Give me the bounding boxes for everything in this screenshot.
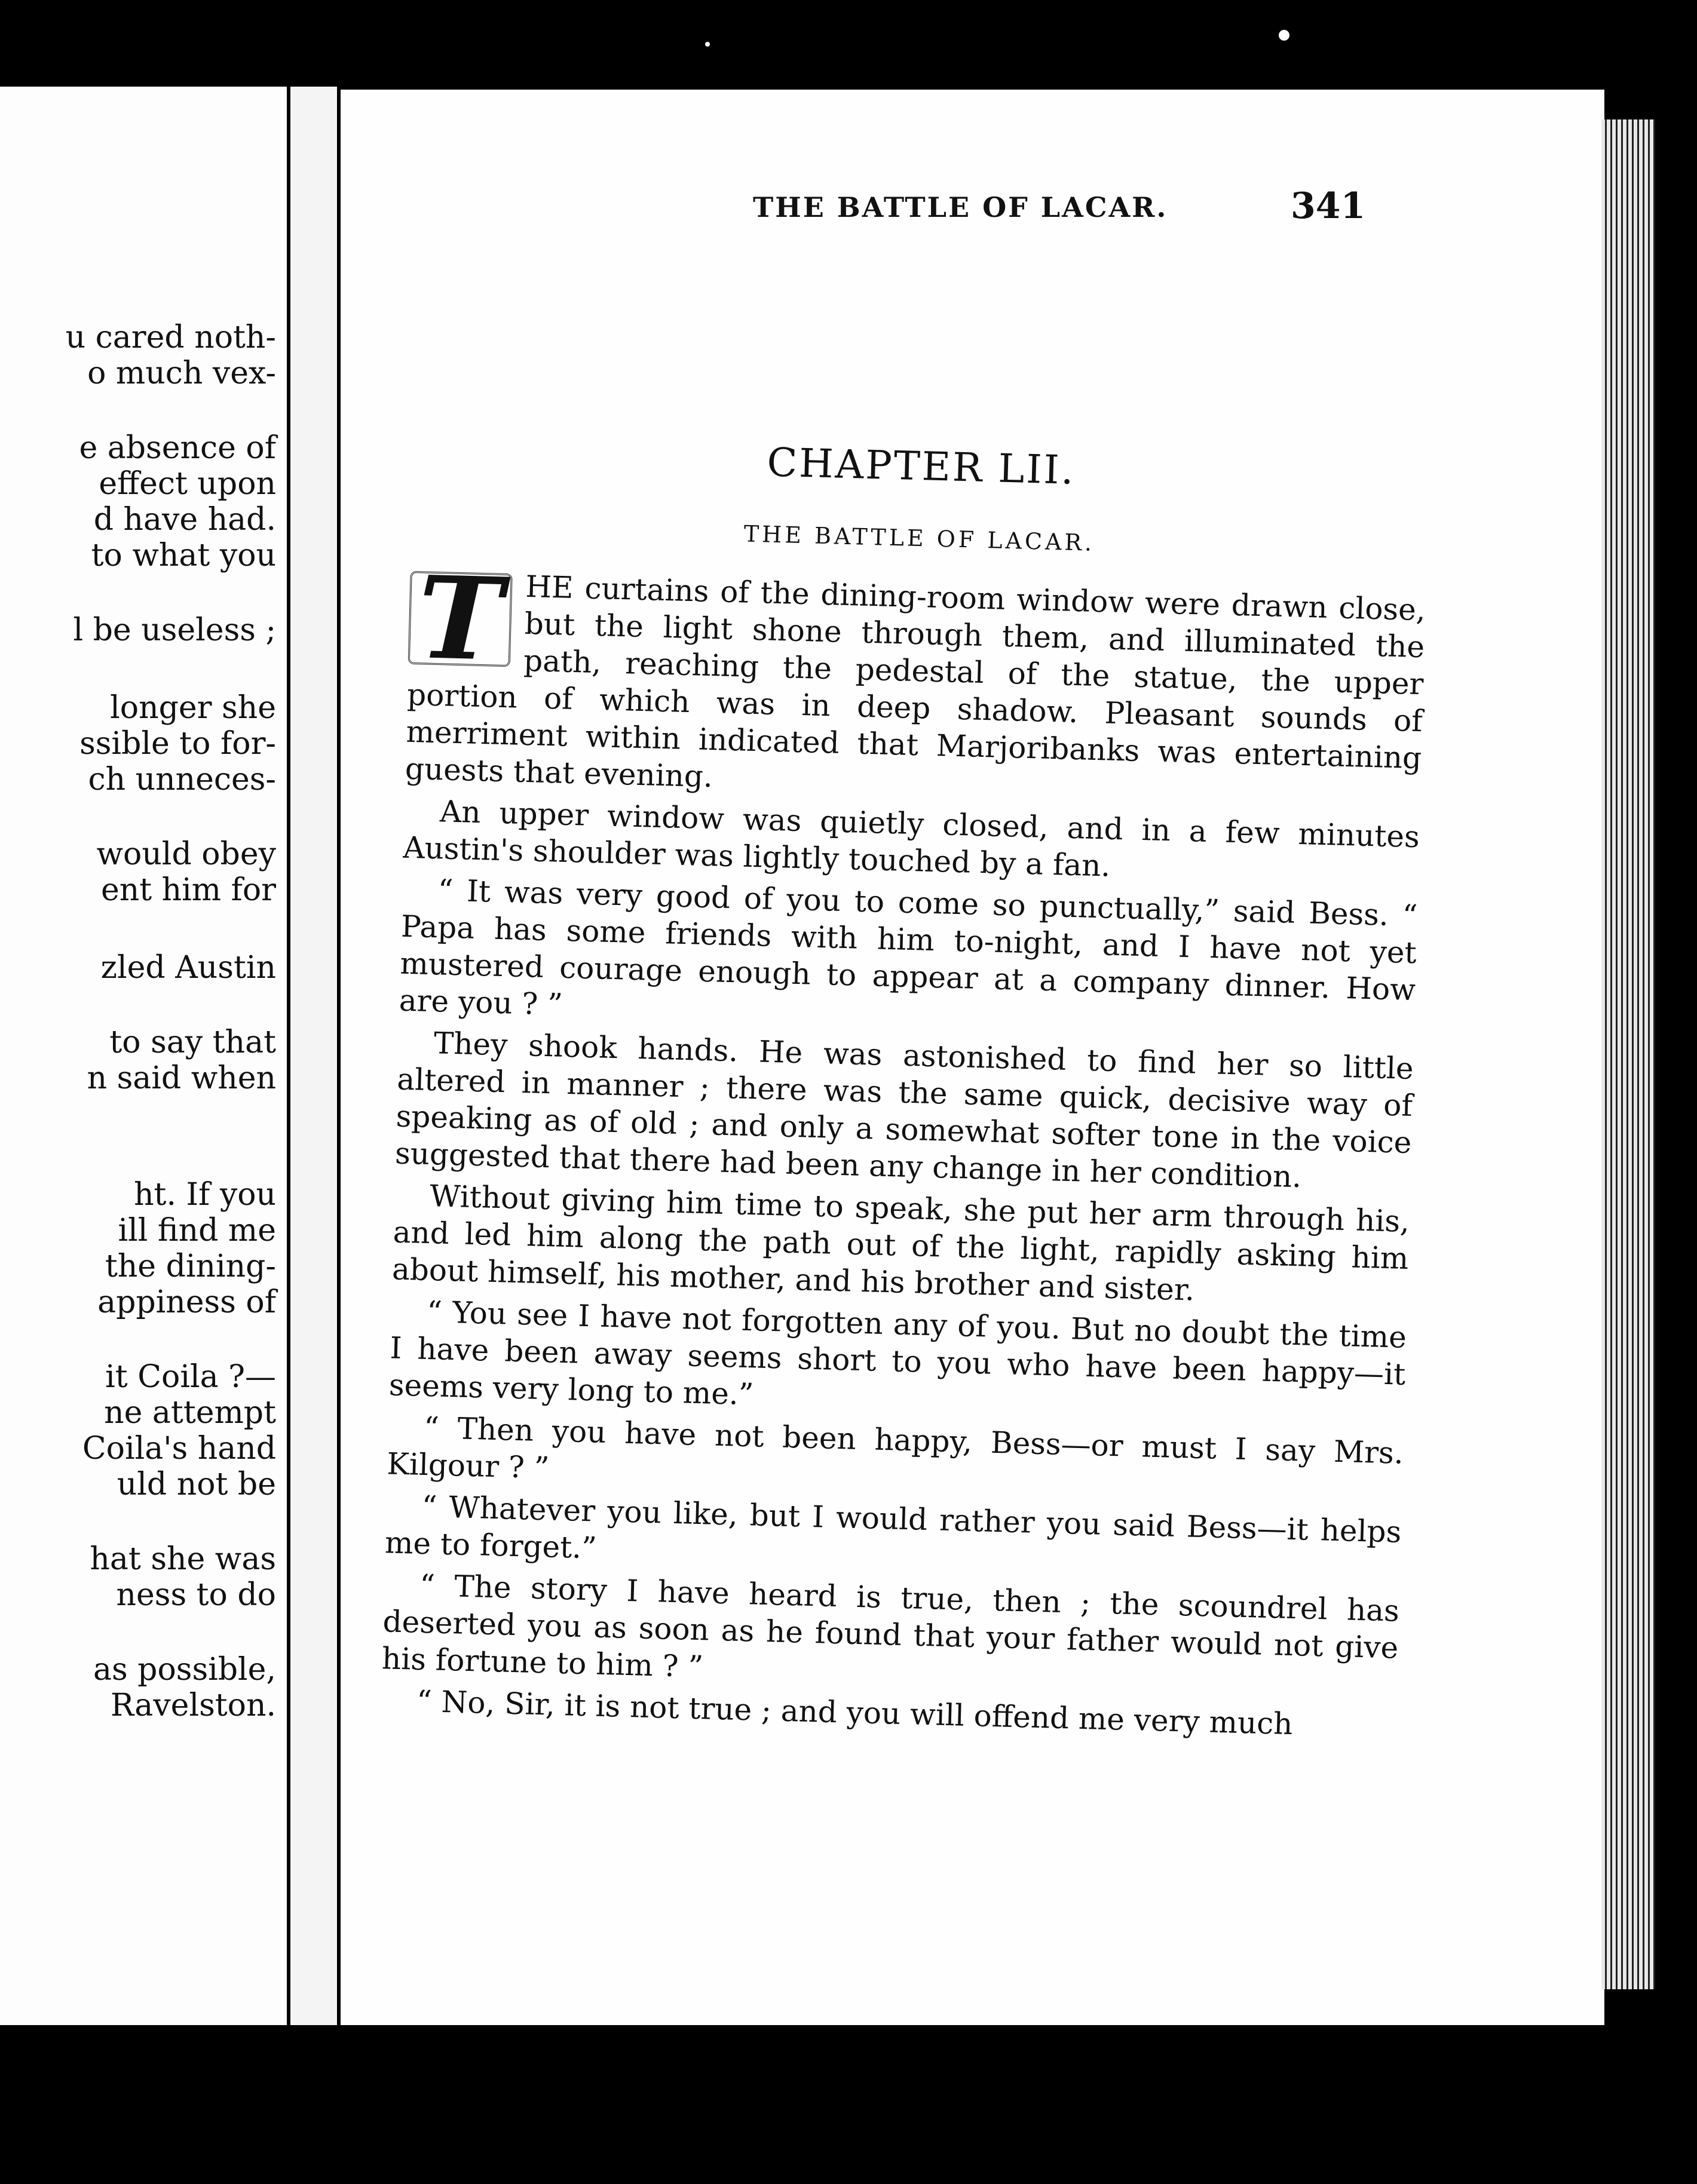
left-line: Ravelston. bbox=[110, 1688, 276, 1723]
section-title: THE BATTLE OF LACAR. bbox=[743, 520, 1095, 556]
running-title: THE BATTLE OF LACAR. bbox=[753, 191, 1168, 223]
left-line: to what you bbox=[91, 538, 276, 573]
left-line: as possible, bbox=[93, 1652, 276, 1688]
book-gutter bbox=[287, 87, 341, 2025]
paragraph: “ Whatever you like, but I would rather you said Bess—it helps me to forget.” bbox=[384, 1489, 1402, 1566]
chapter-heading: CHAPTER LII. bbox=[766, 439, 1076, 493]
paragraph: “ No, Sir, it is not true ; and you will offend me very much bbox=[416, 1683, 1294, 1742]
left-line: ill find me bbox=[118, 1213, 276, 1249]
left-line: the dining- bbox=[105, 1249, 276, 1284]
page-number: 341 bbox=[1291, 185, 1366, 227]
left-line: ht. If you bbox=[134, 1177, 276, 1213]
left-line: ssible to for- bbox=[79, 726, 276, 762]
left-line: hat she was bbox=[90, 1541, 276, 1577]
left-line: to say that bbox=[109, 1024, 276, 1060]
scan-speck bbox=[705, 42, 710, 47]
running-head bbox=[341, 90, 1604, 227]
left-line: effect upon bbox=[99, 466, 276, 502]
paragraph: “ It was very good of you to come so punctually,” said Bess. “ Papa has some friends with him to-night, and I have not yet mustered courage enough to appear at a company dinner. How are you ? ” bbox=[399, 873, 1418, 1022]
right-page bbox=[341, 90, 1604, 2025]
left-line: l be useless ; bbox=[73, 612, 276, 648]
left-line: appiness of bbox=[97, 1284, 276, 1320]
paragraph: “ You see I have not forgotten any of you. But no doubt the time I have been away seems short to you who have been happy—it seems very long to me.” bbox=[388, 1294, 1407, 1412]
paragraph: An upper window was quietly closed, and in a few minutes Austin's shoulder was lightly touched by a fan. bbox=[402, 794, 1420, 884]
left-line: uld not be bbox=[117, 1467, 276, 1502]
paragraph: “ Then you have not been happy, Bess—or must I say Mrs. Kilgour ? ” bbox=[386, 1410, 1404, 1486]
left-line: o much vex- bbox=[87, 355, 276, 391]
left-line: ne attempt bbox=[104, 1395, 276, 1431]
paragraph: They shook hands. He was astonished to find her so little altered in manner ; there was the same quick, decisive way of speaking as of old ; and only a somewhat softer tone in the voice suggested that there had been any change in her condition. bbox=[394, 1026, 1414, 1195]
left-page bbox=[0, 87, 287, 2025]
drop-cap: T bbox=[408, 571, 513, 667]
page-edges bbox=[1601, 119, 1655, 1989]
left-line: u cared noth- bbox=[65, 320, 276, 355]
paragraph bbox=[405, 551, 1426, 814]
left-line: longer she bbox=[110, 690, 276, 726]
paragraph: “ The story I have heard is true, then ; the scoundrel has deserted you as soon as he found that your father would not give his fortune to him ? ” bbox=[381, 1568, 1400, 1685]
left-line: it Coila ?— bbox=[105, 1359, 276, 1395]
left-line: e absence of bbox=[79, 430, 276, 466]
left-line: zled Austin bbox=[100, 950, 276, 986]
left-line: d have had. bbox=[93, 502, 276, 538]
left-line: Coila's hand bbox=[82, 1431, 276, 1467]
body-text bbox=[380, 551, 1426, 1746]
scan-speck bbox=[1111, 93, 1117, 99]
paragraph: Without giving him time to speak, she put her arm through his, and led him along the path out of the light, rapidly asking him about himself, his mother, and his brother and sister. bbox=[391, 1179, 1410, 1308]
left-line: would obey bbox=[96, 836, 276, 872]
scan-speck bbox=[1279, 30, 1289, 41]
left-line: ness to do bbox=[116, 1577, 276, 1613]
left-page-text bbox=[0, 87, 287, 2025]
left-line: ent him for bbox=[100, 872, 276, 908]
page-content bbox=[380, 269, 1433, 1750]
left-line: n said when bbox=[87, 1060, 276, 1096]
paragraph-text: HE curtains of the dining-room window were drawn close, but the light shone through them, and illuminated the path, reaching the pedestal of the statue, the upper portion of which was in deep shadow. Pleasant sounds of merriment within indicated that Marjoribanks was entertaining guests that evening. bbox=[405, 569, 1426, 795]
left-line: ch unneces- bbox=[88, 762, 276, 797]
